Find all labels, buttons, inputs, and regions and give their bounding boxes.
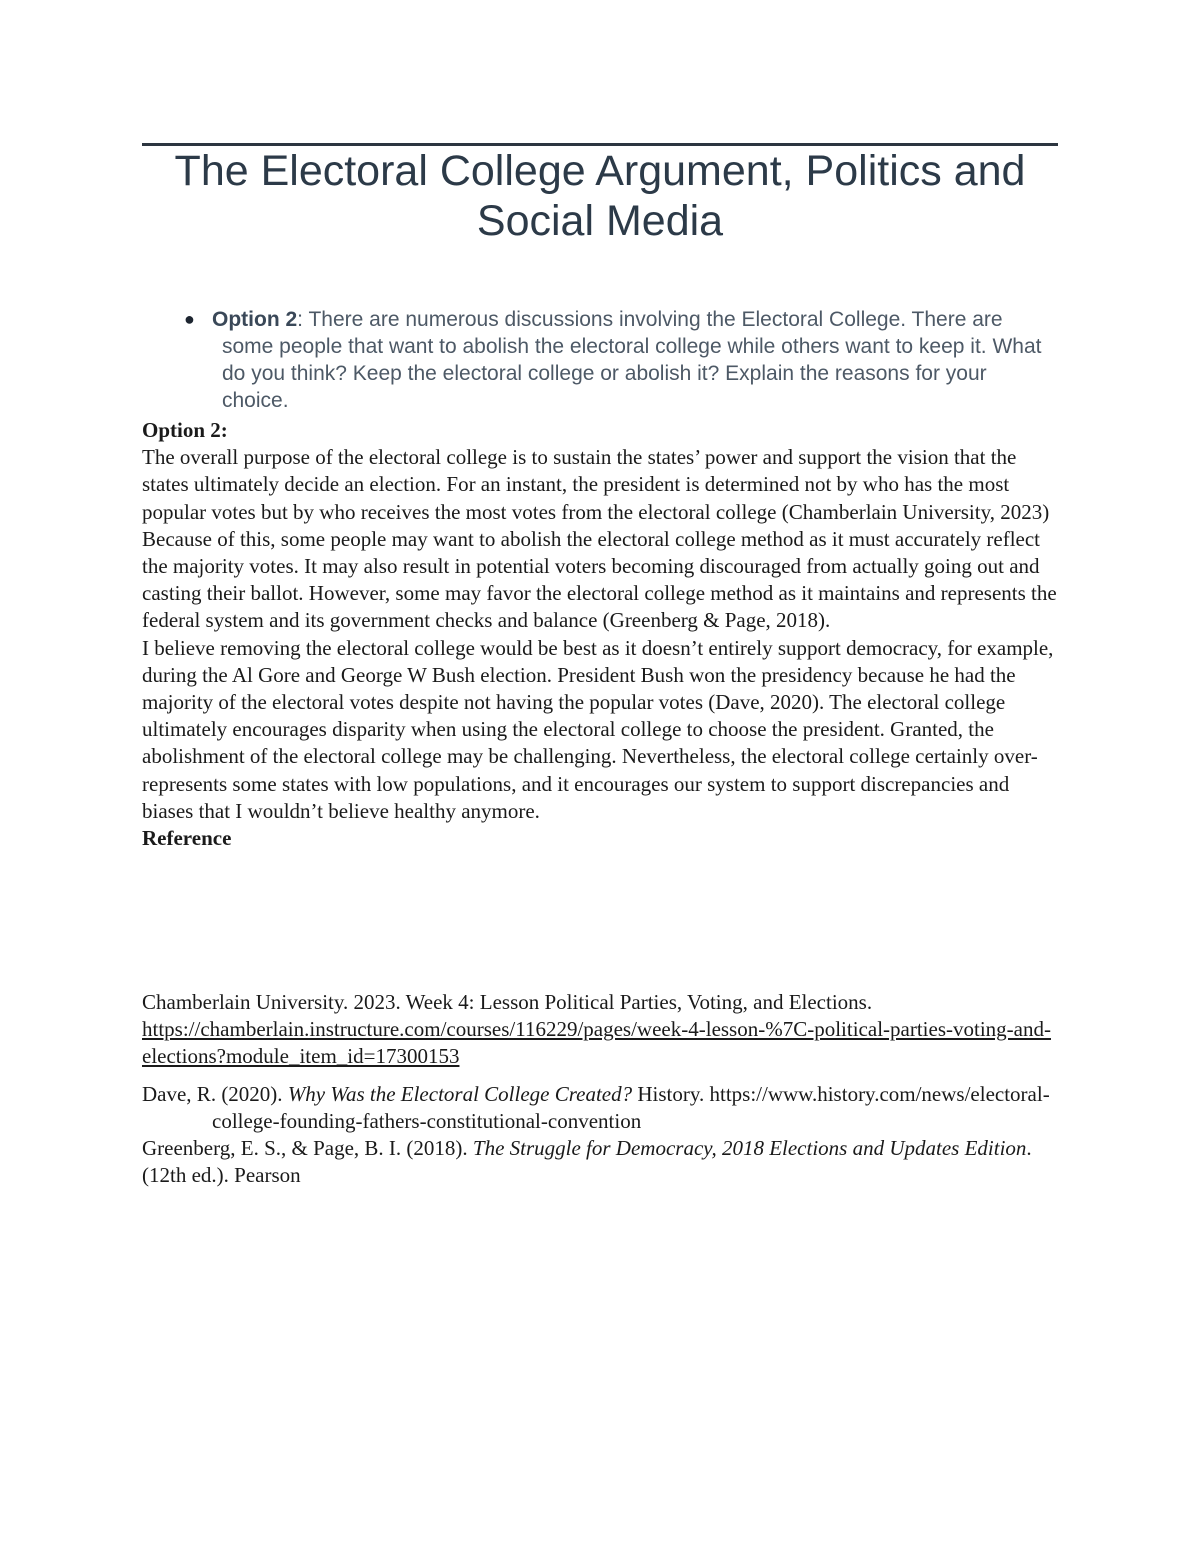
answer-heading: Option 2: [142,418,228,442]
reference-item-chamberlain [142,989,1062,1071]
reference-text: Dave, R. (2020). [142,1081,288,1106]
prompt-text [212,306,1064,414]
reference-text: Chamberlain University. 2023. Week 4: Lesson Political Parties, Voting, and Elections. [142,990,873,1014]
answer-paragraph-2: Because of this, some people may want to abolish the electoral college method as it must accurately reflect the majority votes. It may also result in potential voters becoming discouraged from actually going out and casting their ballot. However, some may favor the electoral college method as it maintains and represents the federal system and its government checks and balance (Greenberg & Page, 2018). [142,526,1057,633]
reference-text: History. https://www.history.com/news/electoral-college-founding-fathers-constitutional-convention [212,1081,1050,1133]
document-title: The Electoral College Argument, Politics and Social Media [174,147,1026,245]
reference-title: The Struggle for Democracy, 2018 Elections and Updates Edition [472,1136,1027,1161]
prompt-body: : There are numerous discussions involving the Electoral College. There are some people that want to abolish the electoral college while others want to keep it. What do you think? Keep the electoral college or abolish it? Explain the reasons for your choice. [222,308,1042,412]
answer-paragraph-3: I believe removing the electoral college would be best as it doesn’t entirely support democracy, for example, during the Al Gore and George W Bush election. President Bush won the presidency because he had the majority of the electoral votes despite not having the popular votes (Dave, 2020). The electoral college ultimately encourages disparity when using the electoral college to choose the president. Granted, the abolishment of the electoral college may be challenging. Nevertheless, the electoral college certainly over-represents some states with low populations, and it encourages our system to support discrepancies and biases that I wouldn’t believe healthy anymore. [142,635,1054,823]
answer-paragraph-1: The overall purpose of the electoral college is to sustain the states’ power and support the vision that the states ultimately decide an election. For an instant, the president is determined not by who has the most popular votes but by who receives the most votes from the electoral college (Chamberlain University, 2023) [142,445,1050,524]
reference-heading: Reference [142,826,232,851]
reference-item-greenberg [142,1135,1062,1189]
reference-link[interactable]: https://chamberlain.instructure.com/courses/116229/pages/week-4-lesson-%7C-political-parties-voting-and-elections?module_item_id=17300153 [142,1017,1051,1069]
reference-text: Greenberg, E. S., & Page, B. I. (2018). [142,1136,473,1161]
reference-text: . (12th ed.). Pearson [142,1136,1032,1188]
prompt-list-item [184,306,1064,414]
reference-title: Why Was the Electoral College Created? [287,1081,633,1106]
prompt-lead: Option 2 [212,308,298,331]
bullet-icon: ● [184,309,195,329]
reference-list [142,989,1062,1189]
answer-section [142,417,1062,852]
reference-item-dave [142,1081,1062,1135]
